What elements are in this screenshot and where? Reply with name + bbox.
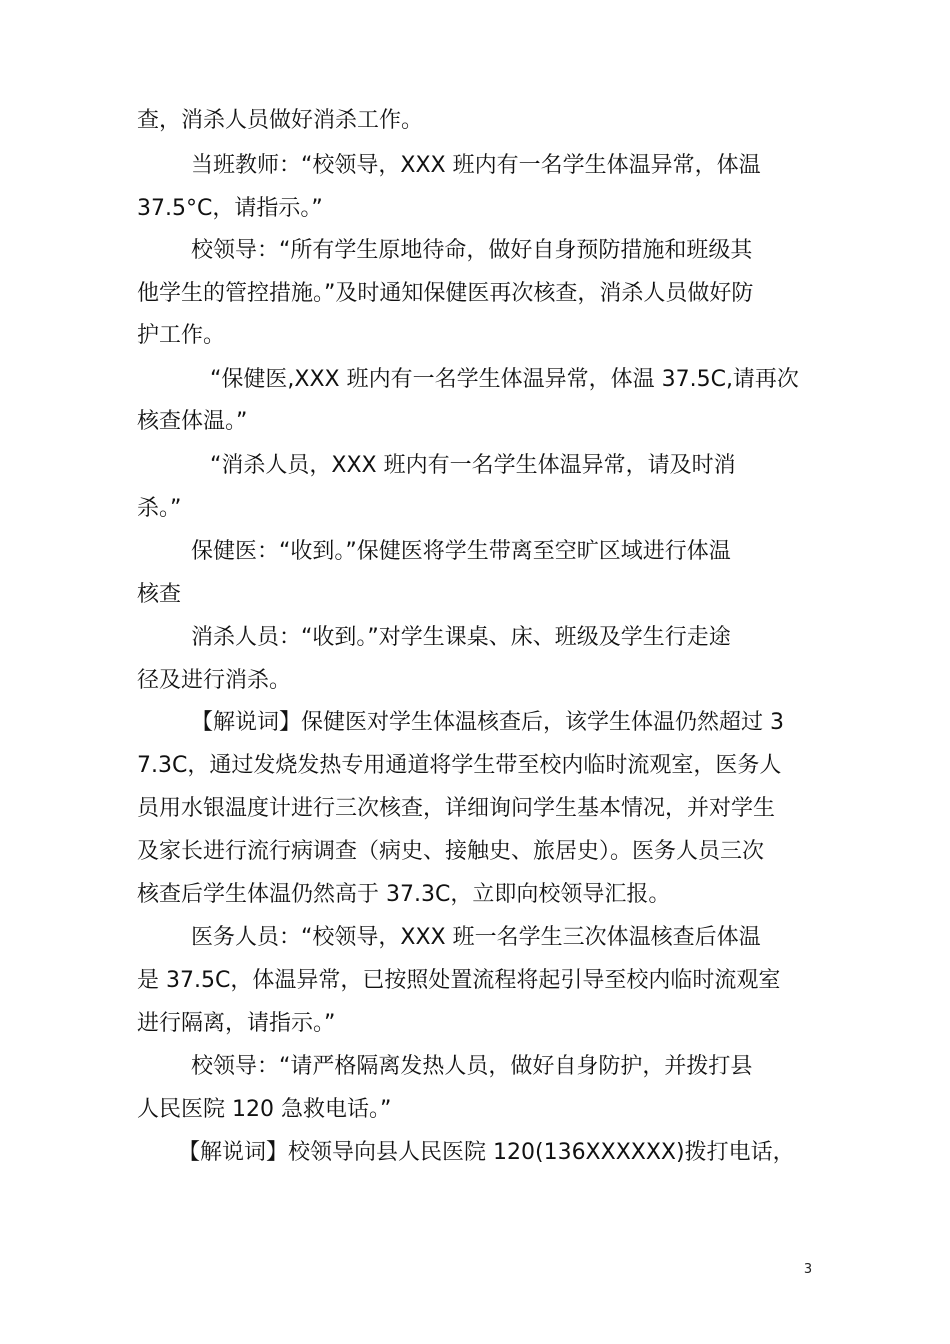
text-line: 核查体温。” xyxy=(137,409,248,434)
text-line: 7.3C，通过发烧发热专用通道将学生带至校内临时流观室，医务人 xyxy=(137,753,782,778)
text-line: 校领导：“所有学生原地待命，做好自身预防措施和班级其 xyxy=(191,238,753,263)
text-line: 【解说词】保健医对学生体温核查后，该学生体温仍然超过 3 xyxy=(191,710,784,735)
text-line: 查，消杀人员做好消杀工作。 xyxy=(137,108,424,133)
text-line: 【解说词】校领导向县人民医院 120(136XXXXXX)拨打电话， xyxy=(178,1140,795,1165)
text-line: 人民医院 120 急救电话。” xyxy=(137,1097,392,1122)
text-line: “消杀人员，XXX 班内有一名学生体温异常，请及时消 xyxy=(210,453,736,478)
text-line: 保健医：“收到。”保健医将学生带离至空旷区域进行体温 xyxy=(191,539,731,564)
text-line: 37.5°C，请指示。” xyxy=(137,196,323,221)
text-line: 核查 xyxy=(137,582,182,607)
text-line: 及家长进行流行病调查（病史、接触史、旅居史）。医务人员三次 xyxy=(137,839,765,864)
text-line: 是 37.5C，体温异常，已按照处置流程将起引导至校内临时流观室 xyxy=(137,968,781,993)
text-line: 进行隔离，请指示。” xyxy=(137,1011,336,1036)
text-line: 他学生的管控措施。”及时通知保健医再次核查，消杀人员做好防 xyxy=(137,281,754,306)
text-line: 消杀人员：“收到。”对学生课桌、床、班级及学生行走途 xyxy=(191,625,731,650)
text-line: 医务人员：“校领导，XXX 班一名学生三次体温核查后体温 xyxy=(191,925,761,950)
text-line: 当班教师：“校领导，XXX 班内有一名学生体温异常，体温 xyxy=(191,153,761,178)
text-line: 校领导：“请严格隔离发热人员，做好自身防护，并拨打县 xyxy=(191,1054,753,1079)
text-line: 径及进行消杀。 xyxy=(137,668,292,693)
text-line: 核查后学生体温仍然高于 37.3C，立即向校领导汇报。 xyxy=(137,882,671,907)
text-line: “保健医,XXX 班内有一名学生体温异常，体温 37.5C,请再次 xyxy=(210,367,799,392)
page-number: 3 xyxy=(803,1262,813,1277)
text-line: 护工作。 xyxy=(137,323,226,348)
text-line: 员用水银温度计进行三次核查，详细询问学生基本情况，并对学生 xyxy=(137,796,776,821)
text-line: 杀。” xyxy=(137,496,182,521)
